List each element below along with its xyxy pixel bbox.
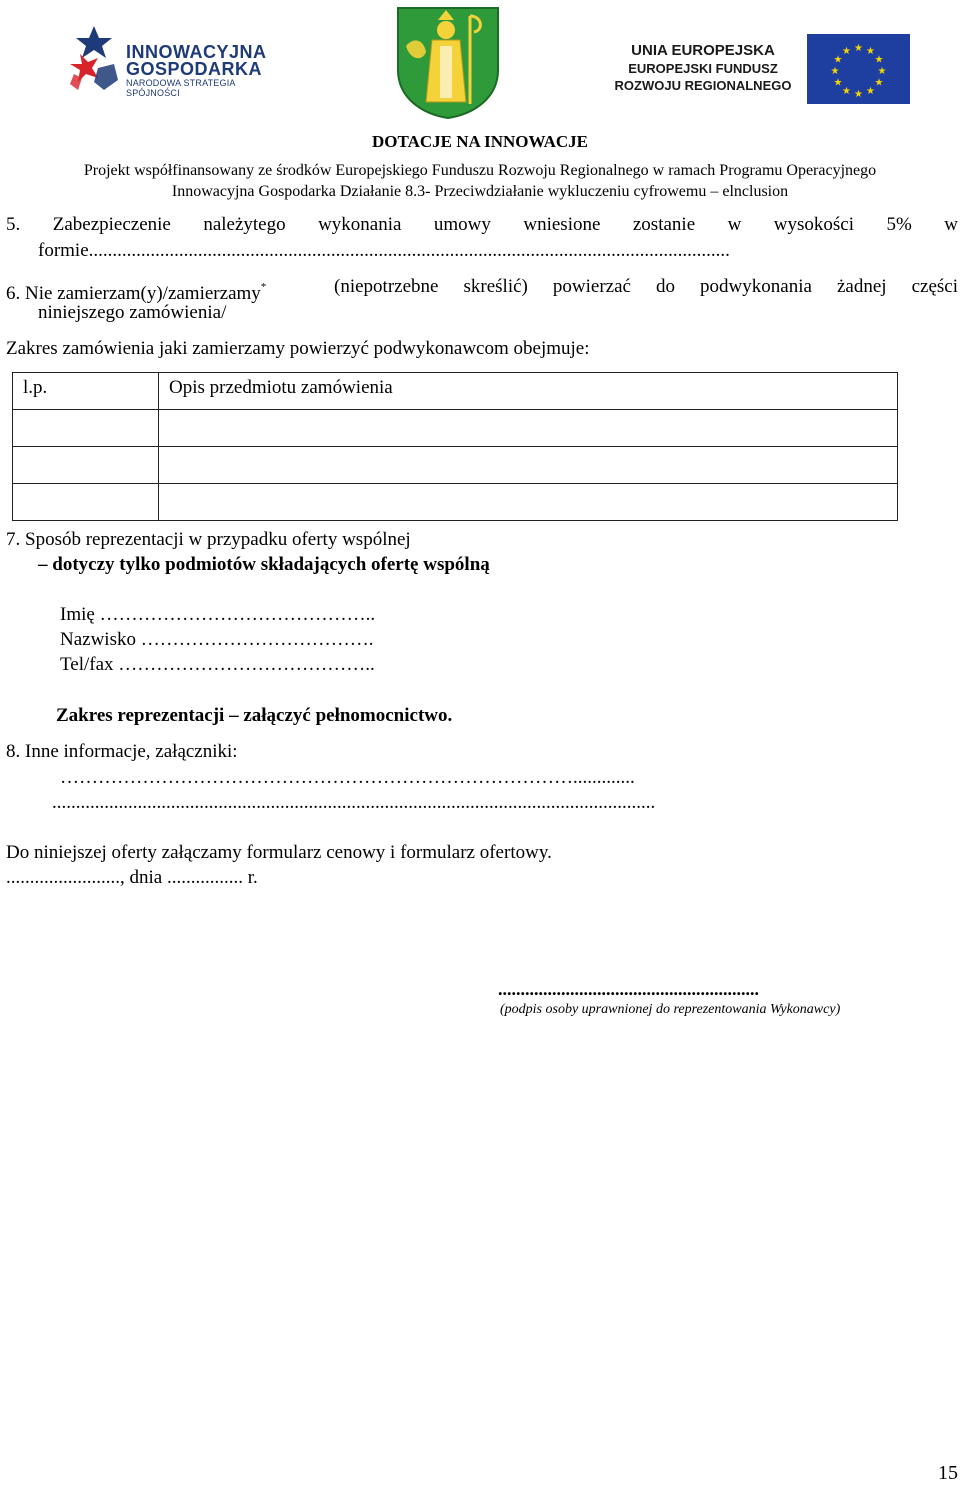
svg-text:★: ★ xyxy=(833,54,843,66)
svg-text:★: ★ xyxy=(833,77,843,89)
nazwisko-field: Nazwisko ………………………………. xyxy=(60,629,374,650)
svg-text:★: ★ xyxy=(874,54,884,66)
footnote-star: * xyxy=(260,281,267,293)
table-row xyxy=(13,447,898,484)
subcontract-table xyxy=(12,372,898,521)
svg-text:★: ★ xyxy=(854,89,863,100)
section8-line3: ............................................................................................................................... xyxy=(52,792,656,813)
table-header-row xyxy=(13,373,898,410)
coat-of-arms-bishop-icon xyxy=(396,6,500,120)
section8-line2: ………………………………………………………………………............. xyxy=(60,767,635,788)
eu-logo-line1: UNIA EUROPEJSKA xyxy=(631,42,775,59)
section5-line2: formie....................................................................................................................................... xyxy=(38,240,730,261)
page-number: 15 xyxy=(938,1462,958,1484)
star-emblem-icon xyxy=(68,24,120,94)
header-line-2: Innowacyjna Gospodarka Działanie 8.3- Przeciwdziałanie wykluczeniu cyfrowemu – elnclusion xyxy=(171,183,789,200)
imie-field: Imię …………………………………….. xyxy=(60,604,376,625)
innowacyjna-gospodarka-logo xyxy=(68,22,278,98)
eu-flag-icon xyxy=(807,34,910,104)
section6-line3: Zakres zamówienia jaki zamierzamy powierzyć podwykonawcom obejmuje: xyxy=(6,338,590,359)
table-row xyxy=(13,484,898,521)
svg-text:★: ★ xyxy=(866,46,875,57)
signature-dots: .......................................................... xyxy=(498,979,759,999)
section8-line1: 8. Inne informacje, załączniki: xyxy=(6,741,238,762)
section5-line1: 5. Zabezpieczenie należytego wykonania umowy wniesione zostanie w wysokości 5% w xyxy=(6,214,958,235)
section6-line1-b: (niepotrzebne skreślić) powierzać do podwykonania żadnej części xyxy=(334,276,958,297)
section6-line2: niniejszego zamówienia/ xyxy=(38,302,227,323)
signature-caption: (podpis osoby uprawnionej do reprezentowania Wykonawcy) xyxy=(500,1002,841,1017)
eu-regional-fund-logo xyxy=(612,32,910,104)
ig-logo-line1: INNOWACYJNA xyxy=(126,42,267,62)
table-cell[interactable] xyxy=(159,410,898,447)
table-header-lp: l.p. xyxy=(13,373,159,410)
header-title: DOTACJE NA INNOWACJE xyxy=(372,132,588,151)
closing-line1: Do niniejszej oferty załączamy formularz cenowy i formularz ofertowy. xyxy=(6,842,552,863)
telfax-field: Tel/fax ………………………………….. xyxy=(60,654,375,675)
table-cell[interactable] xyxy=(13,447,159,484)
section6-line1-a xyxy=(6,276,266,305)
ig-logo-line3: NARODOWA STRATEGIA SPÓJNOŚCI xyxy=(126,78,236,98)
zakres-reprezentacji: Zakres reprezentacji – załączyć pełnomocnictwo. xyxy=(56,705,453,726)
ig-logo-line2: GOSPODARKA xyxy=(126,59,263,79)
svg-text:★: ★ xyxy=(842,86,851,97)
place-date-line: ........................, dnia ................ r. xyxy=(6,867,258,888)
table-cell[interactable] xyxy=(159,447,898,484)
svg-text:★: ★ xyxy=(854,43,863,54)
table-cell[interactable] xyxy=(13,410,159,447)
section7-line1: 7. Sposób reprezentacji w przypadku oferty wspólnej xyxy=(6,529,411,550)
svg-text:★: ★ xyxy=(877,66,887,77)
svg-text:★: ★ xyxy=(874,77,884,89)
section7-line2: – dotyczy tylko podmiotów składających ofertę wspólną xyxy=(38,554,490,575)
header-line-1: Projekt współfinansowany ze środków Europejskiego Funduszu Rozwoju Regionalnego w ramach Programu Operacyjnego xyxy=(83,162,877,179)
eu-logo-line2: EUROPEJSKI FUNDUSZ xyxy=(628,61,778,76)
table-header-opis: Opis przedmiotu zamówienia xyxy=(159,373,898,410)
table-cell[interactable] xyxy=(159,484,898,521)
section6-line1-a-text: 6. Nie zamierzam(y)/zamierzamy xyxy=(6,283,261,304)
svg-text:★: ★ xyxy=(842,46,851,57)
table-cell[interactable] xyxy=(13,484,159,521)
svg-text:★: ★ xyxy=(866,86,875,97)
svg-text:★: ★ xyxy=(830,66,840,77)
eu-logo-line3: ROZWOJU REGIONALNEGO xyxy=(614,78,792,93)
table-row xyxy=(13,410,898,447)
